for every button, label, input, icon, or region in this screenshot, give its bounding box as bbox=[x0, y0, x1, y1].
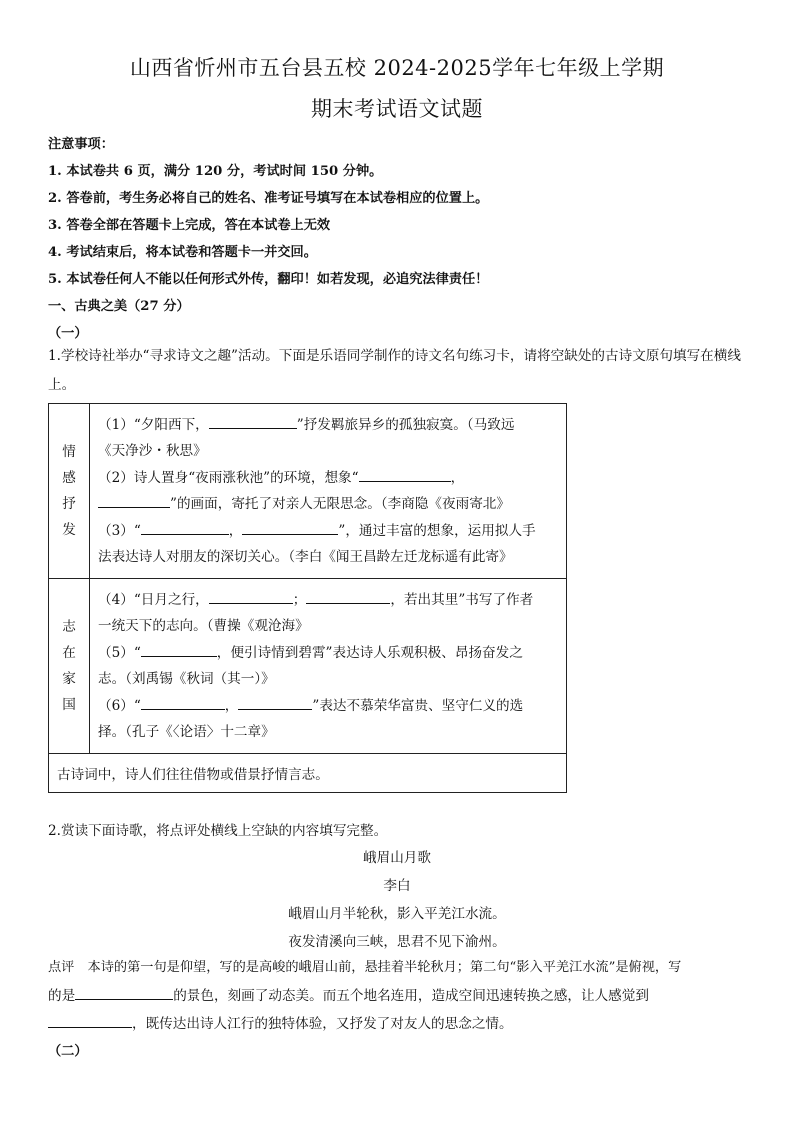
poem-author: 李白 bbox=[383, 878, 411, 894]
section-heading: 一、古典之美（27 分） bbox=[48, 299, 190, 314]
answer-blank[interactable] bbox=[48, 1013, 132, 1028]
notice-item: 2. 答卷前，考生务必将自己的姓名、准考证号填写在本试卷相应的位置上。 bbox=[48, 191, 489, 206]
answer-blank[interactable] bbox=[75, 985, 173, 1000]
answer-blank[interactable] bbox=[98, 493, 170, 508]
answer-blank[interactable] bbox=[209, 414, 297, 429]
answer-blank[interactable] bbox=[141, 695, 225, 710]
group-label-emotion: 情 感 抒 发 bbox=[49, 404, 90, 579]
page-title: 山西省忻州市五台县五校 2024-2025学年七年级上学期 bbox=[129, 56, 665, 80]
answer-blank[interactable] bbox=[141, 642, 217, 657]
answer-blank[interactable] bbox=[238, 695, 312, 710]
page-subtitle: 期末考试语文试题 bbox=[311, 97, 483, 121]
group-body-emotion: （1）“夕阳西下， ”抒发羁旅异乡的孤独寂寞。（马致远 《天净沙・秋思》 （2）诗人置身“夜雨涨秋池”的环境，想象“ ， ”的画面，寄托了对亲人无限思念。（李商隐《夜雨寄北》 （3）“ ， ”，通过丰富的想象，运用拟人手 法表达诗人对朋友的深切关心。（李白《闻王昌龄左迁龙标遥有此寄》 bbox=[90, 404, 567, 579]
subsection-label: （二） bbox=[48, 1044, 88, 1059]
subsection-label: （一） bbox=[48, 326, 88, 341]
comment-line: ，既传达出诗人江行的独特体验，又抒发了对友人的思念之情。 bbox=[48, 1012, 513, 1032]
comment-line: 的是 的景色，刻画了动态美。而五个地名连用，造成空间迅速转换之感，让人感觉到 bbox=[48, 984, 649, 1004]
group-label-aspiration: 志 在 家 国 bbox=[49, 579, 90, 754]
poem-line: 夜发清溪向三峡，思君不见下渝州。 bbox=[288, 934, 506, 950]
question-2-text: 2.赏读下面诗歌，将点评处横线上空缺的内容填写完整。 bbox=[48, 823, 388, 839]
answer-blank[interactable] bbox=[306, 589, 390, 604]
notice-item: 3. 答卷全部在答题卡上完成，答在本试卷上无效 bbox=[48, 218, 331, 233]
card-footer: 古诗词中，诗人们往往借物或借景抒情言志。 bbox=[49, 754, 567, 793]
practice-card-table bbox=[48, 403, 567, 793]
poem-line: 峨眉山月半轮秋，影入平羌江水流。 bbox=[288, 906, 506, 922]
answer-blank[interactable] bbox=[209, 589, 293, 604]
answer-blank[interactable] bbox=[359, 467, 451, 482]
notice-item: 5. 本试卷任何人不能以任何形式外传，翻印！如若发现，必追究法律责任！ bbox=[48, 272, 489, 287]
notice-heading: 注意事项： bbox=[48, 137, 114, 152]
notice-item: 1. 本试卷共 6 页，满分 120 分，考试时间 150 分钟。 bbox=[48, 164, 383, 179]
group-body-aspiration: （4）“日月之行， ； ，若出其里”书写了作者 一统天下的志向。（曹操《观沧海》 （5）“ ，便引诗情到碧霄”表达诗人乐观积极、昂扬奋发之 志。（刘禹锡《秋词（其一）》 （6）“ ， ”表达不慕荣华富贵、坚守仁义的选 择。（孔子《〈论语〉十二章》 bbox=[90, 579, 567, 754]
notice-item: 4. 考试结束后，将本试卷和答题卡一并交回。 bbox=[48, 245, 317, 260]
answer-blank[interactable] bbox=[141, 520, 229, 535]
answer-blank[interactable] bbox=[242, 520, 338, 535]
poem-title: 峨眉山月歌 bbox=[363, 850, 431, 866]
question-1-text: 1.学校诗社举办“寻求诗文之趣”活动。下面是乐语同学制作的诗文名句练习卡，请将空缺处的古诗文原句填写在横线上。 bbox=[48, 348, 741, 393]
comment-line: 点评 本诗的第一句是仰望，写的是高峻的峨眉山前，悬挂着半轮秋月；第二句“影入平羌江水流”是俯视，写 bbox=[48, 960, 682, 975]
